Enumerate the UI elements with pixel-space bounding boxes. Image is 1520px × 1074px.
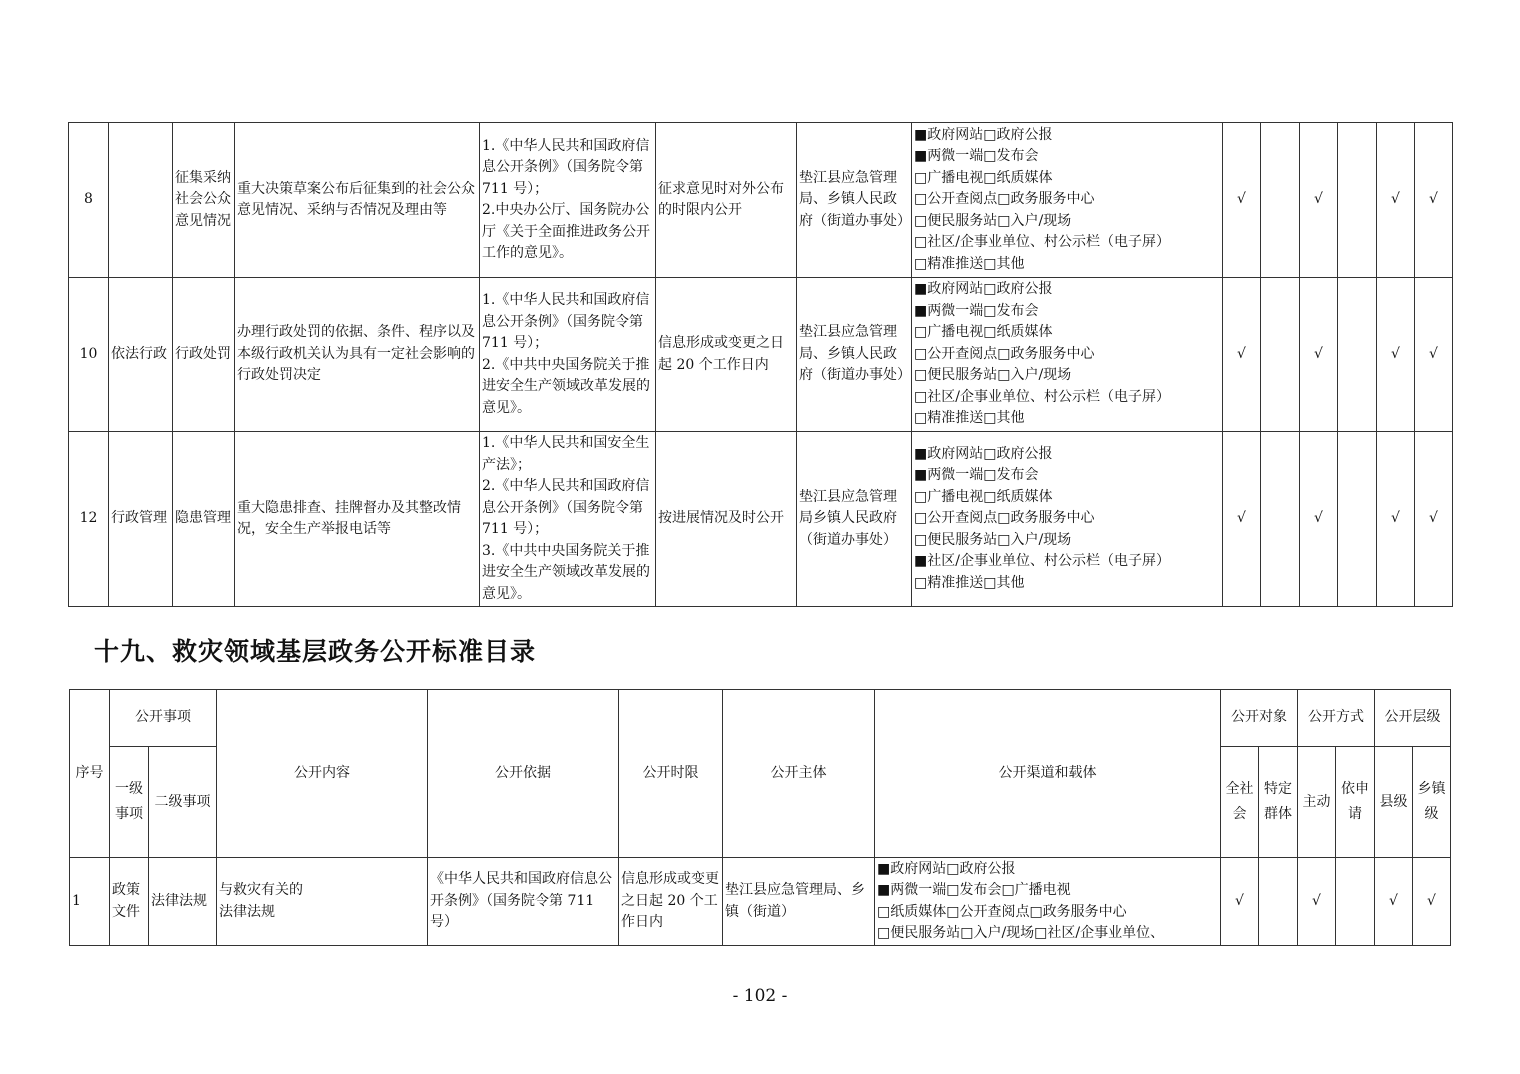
disaster-relief-table — [69, 689, 1451, 946]
time-cell: 征求意见时对外公布的时限内公开 — [656, 123, 797, 278]
content-cell: 重大决策草案公布后征集到的社会公众意见情况、采纳与否情况及理由等 — [235, 123, 480, 278]
check-on-request — [1336, 858, 1375, 946]
row-number: 8 — [69, 123, 109, 278]
level2-item: 行政处罚 — [173, 278, 235, 432]
content-cell: 办理行政处罚的依据、条件、程序以及本级行政机关认为具有一定社会影响的行政处罚决定 — [235, 278, 480, 432]
header-all-society: 全社会 — [1221, 747, 1259, 858]
level1-item — [109, 123, 173, 278]
header-level2: 二级事项 — [149, 747, 217, 858]
row-number: 12 — [69, 432, 109, 607]
header-basis: 公开依据 — [428, 690, 619, 858]
check-all-society: √ — [1223, 278, 1261, 432]
header-township: 乡镇级 — [1413, 747, 1451, 858]
channels-cell: ■政府网站□政府公报 ■两微一端□发布会 □广播电视□纸质媒体 □公开查阅点□政务服务中心 □便民服务站□入户/现场 □社区/企事业单位、村公示栏（电子屏） □精准推送□其他 — [912, 278, 1223, 432]
check-all-society: √ — [1223, 432, 1261, 607]
time-cell: 信息形成或变更之日起 20 个工作日内 — [656, 278, 797, 432]
subject-cell: 垫江县应急管理局、乡镇人民政府（街道办事处） — [797, 278, 912, 432]
row-number: 1 — [70, 858, 110, 946]
header-method: 公开方式 — [1298, 690, 1375, 747]
level2-item: 隐患管理 — [173, 432, 235, 607]
header-level1: 一级事项 — [110, 747, 149, 858]
basis-cell: 1.《中华人民共和国安全生产法》； 2.《中华人民共和国政府信息公开条例》（国务院令第 711 号）； 3.《中共中央国务院关于推进安全生产领域改革发展的意见》。 — [480, 432, 656, 607]
table-row — [69, 432, 1453, 607]
check-county: √ — [1375, 858, 1413, 946]
check-on-request — [1338, 432, 1377, 607]
table-row — [69, 278, 1453, 432]
check-active: √ — [1300, 278, 1338, 432]
table-continued — [68, 122, 1453, 607]
basis-cell: 《中华人民共和国政府信息公开条例》（国务院令第 711 号） — [428, 858, 619, 946]
header-subject: 公开主体 — [723, 690, 875, 858]
header-target: 公开对象 — [1221, 690, 1298, 747]
table-header-row — [70, 690, 1451, 747]
check-on-request — [1338, 278, 1377, 432]
header-channels: 公开渠道和载体 — [875, 690, 1221, 858]
basis-cell: 1.《中华人民共和国政府信息公开条例》（国务院令第 711 号）； 2.《中共中央国务院关于推进安全生产领域改革发展的意见》。 — [480, 278, 656, 432]
table-row — [70, 858, 1451, 946]
header-specific-group: 特定群体 — [1259, 747, 1298, 858]
check-county: √ — [1377, 432, 1415, 607]
check-specific-group — [1261, 278, 1300, 432]
check-on-request — [1338, 123, 1377, 278]
check-specific-group — [1261, 123, 1300, 278]
level1-item: 依法行政 — [109, 278, 173, 432]
page-number: - 102 - — [732, 986, 788, 1006]
basis-cell: 1.《中华人民共和国政府信息公开条例》（国务院令第 711 号）； 2.中央办公厅、国务院办公厅《关于全面推进政务公开工作的意见》。 — [480, 123, 656, 278]
check-all-society: √ — [1221, 858, 1259, 946]
check-township: √ — [1415, 278, 1453, 432]
table-row — [69, 123, 1453, 278]
check-active: √ — [1298, 858, 1336, 946]
section-title: 十九、救灾领域基层政务公开标准目录 — [94, 637, 537, 666]
subject-cell: 垫江县应急管理局、乡镇（街道） — [723, 858, 875, 946]
header-items: 公开事项 — [110, 690, 217, 747]
check-township: √ — [1413, 858, 1451, 946]
content-cell: 重大隐患排查、挂牌督办及其整改情况，安全生产举报电话等 — [235, 432, 480, 607]
channels-cell: ■政府网站□政府公报 ■两微一端□发布会 □广播电视□纸质媒体 □公开查阅点□政务服务中心 □便民服务站□入户/现场 ■社区/企事业单位、村公示栏（电子屏） □精准推送□其他 — [912, 432, 1223, 607]
subject-cell: 垫江县应急管理局、乡镇人民政府（街道办事处） — [797, 123, 912, 278]
header-time: 公开时限 — [619, 690, 723, 858]
check-county: √ — [1377, 278, 1415, 432]
check-all-society: √ — [1223, 123, 1261, 278]
row-number: 10 — [69, 278, 109, 432]
channels-cell: ■政府网站□政府公报 ■两微一端□发布会 □广播电视□纸质媒体 □公开查阅点□政务服务中心 □便民服务站□入户/现场 □社区/企事业单位、村公示栏（电子屏） □精准推送□其他 — [912, 123, 1223, 278]
header-county: 县级 — [1375, 747, 1413, 858]
level1-item: 行政管理 — [109, 432, 173, 607]
check-active: √ — [1300, 123, 1338, 278]
channels-cell: ■政府网站□政府公报 ■两微一端□发布会□广播电视 □纸质媒体□公开查阅点□政务服务中心 □便民服务站□入户/现场□社区/企事业单位、 — [875, 858, 1221, 946]
check-township: √ — [1415, 123, 1453, 278]
header-active: 主动 — [1298, 747, 1336, 858]
subject-cell: 垫江县应急管理局乡镇人民政府（街道办事处） — [797, 432, 912, 607]
check-township: √ — [1415, 432, 1453, 607]
level2-item: 征集采纳社会公众意见情况 — [173, 123, 235, 278]
check-county: √ — [1377, 123, 1415, 278]
check-active: √ — [1300, 432, 1338, 607]
check-specific-group — [1259, 858, 1298, 946]
header-on-request: 依申请 — [1336, 747, 1375, 858]
check-specific-group — [1261, 432, 1300, 607]
header-no: 序号 — [70, 690, 110, 858]
header-content: 公开内容 — [217, 690, 428, 858]
header-level: 公开层级 — [1375, 690, 1451, 747]
time-cell: 信息形成或变更之日起 20 个工作日内 — [619, 858, 723, 946]
content-cell: 与救灾有关的 法律法规 — [217, 858, 428, 946]
level2-item: 法律法规 — [149, 858, 217, 946]
level1-item: 政策文件 — [110, 858, 149, 946]
time-cell: 按进展情况及时公开 — [656, 432, 797, 607]
